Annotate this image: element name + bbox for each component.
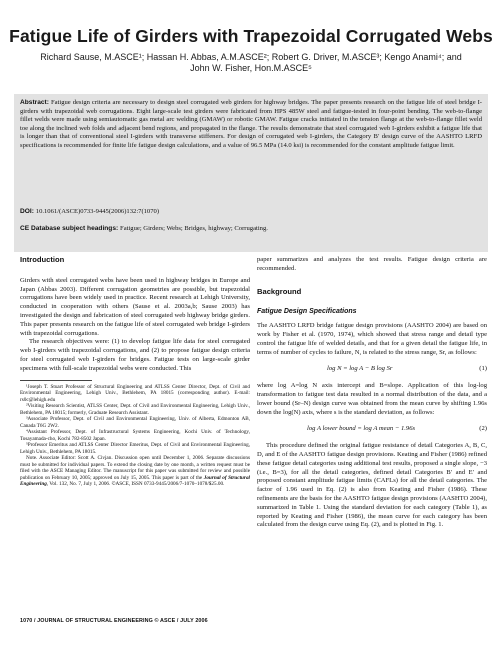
subject-headings-value: Fatigue; Girders; Webs; Bridges, highway; Corrugating. xyxy=(120,225,268,232)
subject-headings-label: CE Database subject headings: xyxy=(20,225,119,232)
footnote-1: ¹Joseph T. Stuart Professor of Structural Engineering and ATLSS Center Director, Dept. of Civil and Environmental Engineering, Lehigh Univ., Bethlehem, PA 18015 (corresponding author). E-mail: rs0c@lehigh.edu xyxy=(20,383,250,403)
author-list xyxy=(20,52,482,74)
background-heading: Background xyxy=(257,286,302,296)
equation-2 xyxy=(257,425,487,434)
equation-2-number: (2) xyxy=(479,425,487,433)
background-paragraph-1: The AASHTO LRFD bridge fatigue design provisions (AASHTO 2004) are based on work by Fisher et al. (1970, 1974), which showed that stress range and detail type control the fatigue life of welded details, and that for a given detail the fatigue life, in terms of number of cycles to failure, N, is related to the stress range, Sr, as follows: xyxy=(257,322,487,356)
right-column xyxy=(257,256,487,530)
footnotes xyxy=(20,384,250,488)
paper-title: Fatigue Life of Girders with Trapezoidal Corrugated Webs xyxy=(9,26,493,46)
doi-label: DOI: xyxy=(20,208,34,215)
subject-headings xyxy=(20,225,268,232)
background-paragraph-2: where log A=log N axis intercept and B=slope. Application of this log-log transformation to fatigue test data resulted in a normal distribution of the data, and a lower bound (Sr–N) design curve was obtained from the mean curve by shifting 1.96s down the log(N) axis, where s is the standard deviation, as follows: xyxy=(257,382,487,416)
intro-paragraph-1: Girders with steel corrugated webs have been used in highway bridges in Europe and Japan (Abbas 2003). Different corrugation geometries are possible, but trapezoidal corrugations have been widely used in practice. Recent research at Lehigh University, conducted in cooperation with others (Sause et al. 2003a,b; Sause 2003) has investigated the design and fabrication of steel corrugated web highway bridge girders. This paper presents research on the fatigue life of steel corrugated web bridge I-girders with trapezoidal corrugations. xyxy=(20,276,250,337)
equation-1-body: log N = log A − B log Sr xyxy=(327,365,393,373)
authors-line-2: John W. Fisher, Hon.M.ASCE⁵ xyxy=(190,63,312,73)
equation-1 xyxy=(257,365,487,374)
footnote-3: ³Associate Professor, Dept. of Civil and Environmental Engineering, Univ. of Alberta, Edmonton AB, Canada T6G 2W2. xyxy=(20,416,250,429)
footnote-note: Note. Associate Editor: Scott A. Civjan. Discussion open until December 1, 2006. Separate discussions must be submitted for individual papers. To extend the closing date by one month, a written request must be filed with the ASCE Managing Editor. The manuscript for this paper was submitted for review and possible publication on February 10, 2005; approved on July 15, 2005. This paper is part of the Journal of Structural Engineering, Vol. 132, No. 7, July 1, 2006. ©ASCE, ISSN 0733-9445/2006/7-1070–1078/$25.00. xyxy=(20,455,250,488)
intro-continued: paper summarizes and analyzes the test results. Fatigue design criteria are recommended. xyxy=(257,256,487,272)
authors-line-1: Richard Sause, M.ASCE¹; Hassan H. Abbas, A.M.ASCE²; Robert G. Driver, M.ASCE³; Kengo Anami⁴; and xyxy=(40,52,462,62)
background-paragraph-3: This procedure defined the original fatigue resistance of detail Categories A, B, C, D, and E of the AASHTO fatigue design provisions. Keating and Fisher (1986) refined these fatigue detail categories using additional test results, proposed a single slope, −3 (i.e., B=3), for all the detail categories, defined detail Categories B′ and E′ and proposed constant amplitude fatigue limits (CAFLs) for all the detail categories. The factor of 1.96 used in Eq. (2) is also from Keating and Fisher (1986). These refinements are the basis for the AASHTO fatigue design provisions (AASHTO 2004), summarized in Table 1. Using the standard deviation for each category (Table 1), as reported by Keating and Fisher (1986), the mean curve for each category has been calculated from the design curve using Eq. (2), and is plotted in Fig. 1. xyxy=(257,442,487,529)
equation-2-body: log A lower bound = log A mean − 1.96s xyxy=(307,425,416,433)
abstract-label: Abstract: xyxy=(20,99,49,106)
equation-1-number: (1) xyxy=(479,365,487,373)
page-footer: 1070 / JOURNAL OF STRUCTURAL ENGINEERING © ASCE / JULY 2006 xyxy=(20,618,208,624)
doi-line xyxy=(20,208,159,215)
intro-paragraph-2: The research objectives were: (1) to develop fatigue life data for steel corrugated web I-girders with trapezoidal corrugations, and (2) to propose fatigue design criteria for steel corrugated web I-girders for bridges. Fatigue tests on large-scale girder specimens with full-scale trapezoidal webs were conducted. This xyxy=(20,338,250,372)
abstract xyxy=(20,99,482,151)
footnote-divider xyxy=(20,380,92,381)
doi-value: 10.1061/(ASCE)0733-9445(2006)132:7(1070) xyxy=(35,208,160,215)
fatigue-specs-subheading: Fatigue Design Specifications xyxy=(257,308,357,316)
footnote-2: ²Visiting Research Scientist, ATLSS Center, Dept. of Civil and Environmental Engineering, Lehigh Univ., Bethlehem, PA 18015; formerly, Graduate Research Assistant. xyxy=(20,403,250,416)
abstract-text: Fatigue design criteria are necessary to design steel corrugated web girders for highway bridges. The paper presents research on the fatigue life of steel bridge I-girders with trapezoidal web corrugations. Eight large-scale test girders were fabricated from HPS 485W steel and fatigue-tested in four-point bending. The web-to-flange fillet welds were made using semiautomatic gas metal arc welding (GMAW) or robotic GMAW. Fatigue cracks initiated in the tension flange at the web-to-flange fillet weld toe along the inclined web folds and adjacent bend regions, and propagated in the flange. The results demonstrate that steel corrugated web I-girders exhibit a fatigue life that is longer than that of conventional steel I-girders with transverse stiffeners. For design of corrugated web I-girders, the Category B′ design curve of the AASHTO LRFD specifications is recommended for finite life fatigue design calculations, and a value of 96.5 MPa (14.0 ksi) is recommended for the constant amplitude fatigue limit. xyxy=(20,99,482,149)
footnote-5: ⁵Professor Emeritus and ATLSS Center Director Emeritus, Dept. of Civil and Environmental Engineering, Lehigh Univ., Bethlehem, PA 18015. xyxy=(20,442,250,455)
footnote-4: ⁴Assistant Professor, Dept. of Infrastructural Systems Engineering, Kochi Univ. of Technology, Tosayamada-cho, Kochi 782-8502 Japan. xyxy=(20,429,250,442)
journal-name: Journal of Structural Engineering xyxy=(20,474,250,488)
left-column xyxy=(20,256,250,488)
introduction-heading: Introduction xyxy=(20,255,65,264)
